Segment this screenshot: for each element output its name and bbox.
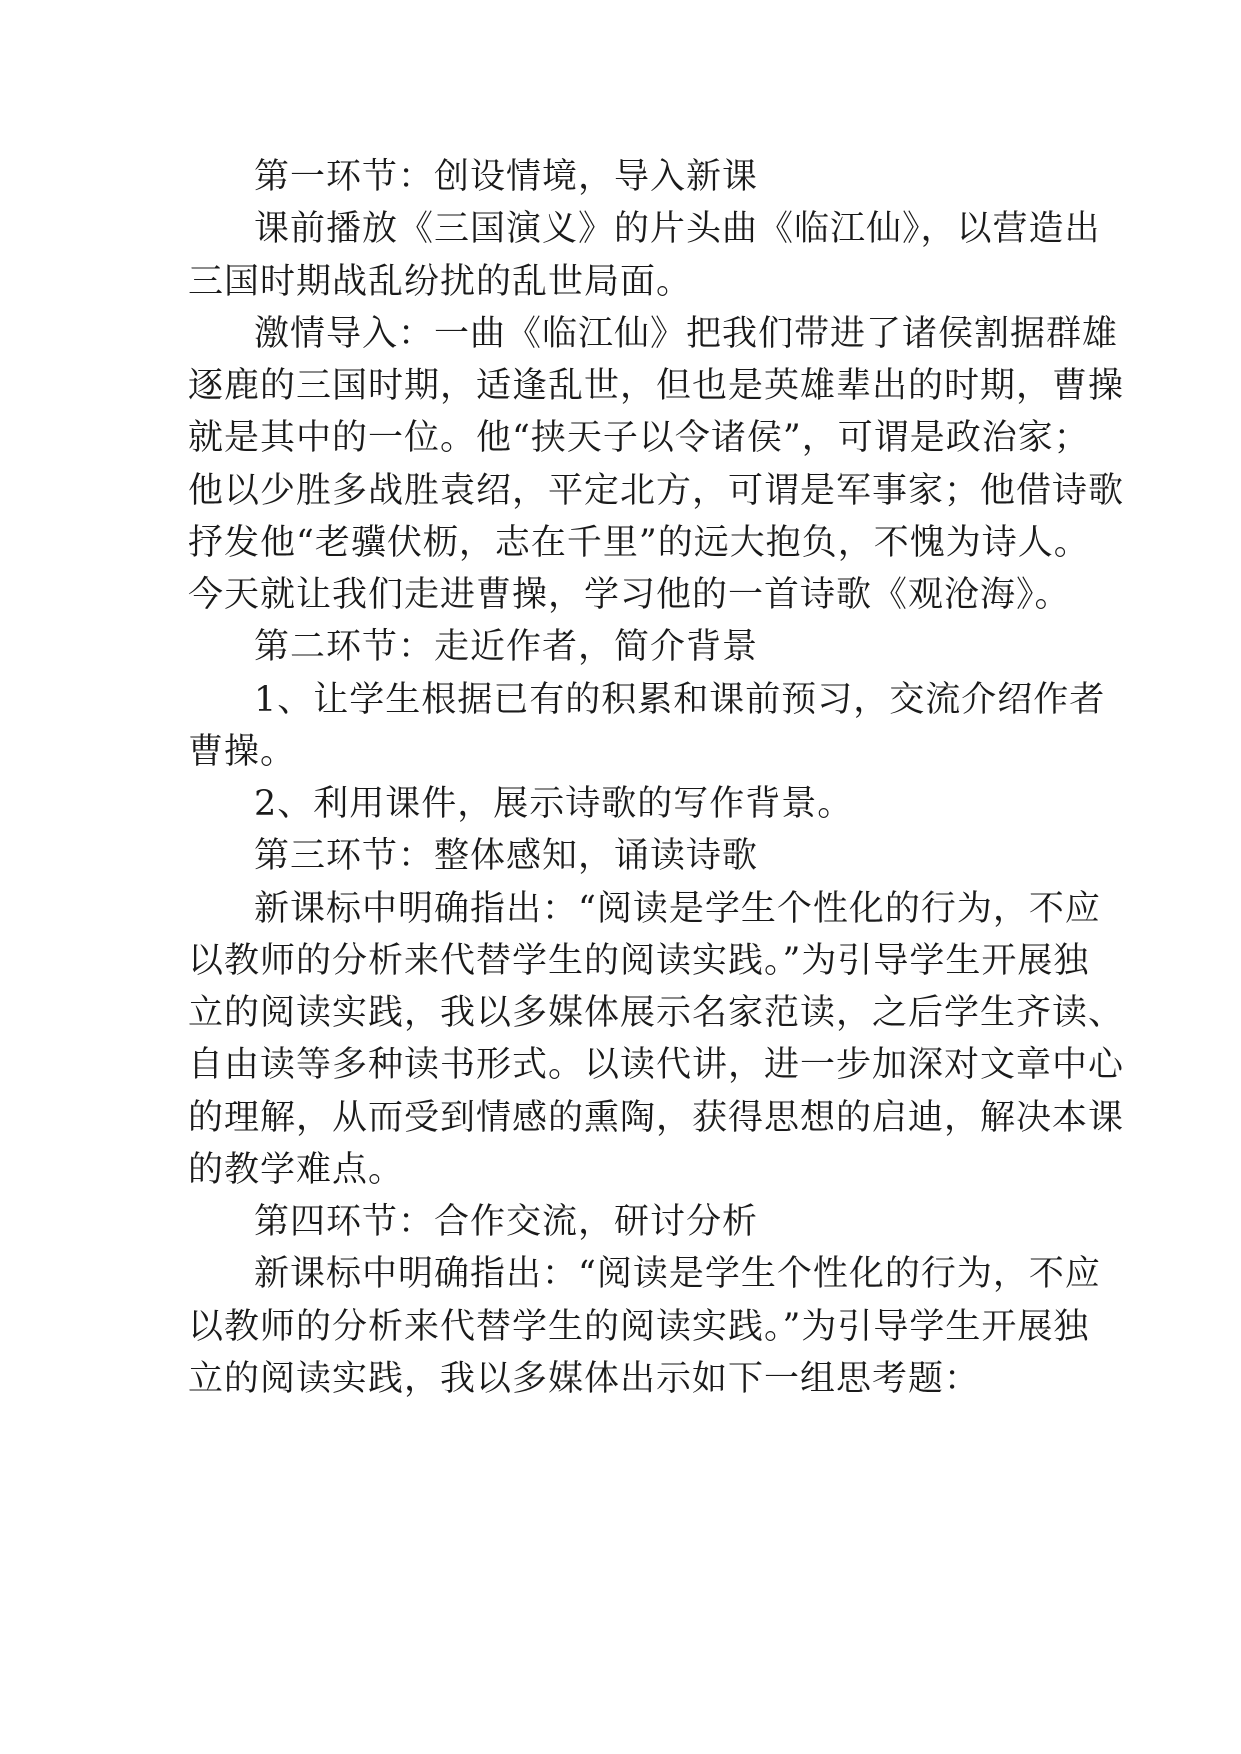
paragraph-line: 逐鹿的三国时期，适逢乱世，但也是英雄辈出的时期，曹操 xyxy=(188,366,1125,406)
section-heading-2: 第二环节：走近作者，简介背景 xyxy=(254,627,759,667)
paragraph-line: 课前播放《三国演义》的片头曲《临江仙》，以营造出 xyxy=(254,209,1101,249)
paragraph-line: 1、让学生根据已有的积累和课前预习，交流介绍作者 xyxy=(254,680,1106,720)
section-heading-4: 第四环节：合作交流，研讨分析 xyxy=(254,1202,759,1242)
section-heading-1: 第一环节：创设情境，导入新课 xyxy=(254,157,759,197)
paragraph-line: 激情导入：一曲《临江仙》把我们带进了诸侯割据群雄 xyxy=(254,314,1119,354)
paragraph-line: 的教学难点。 xyxy=(188,1150,405,1190)
paragraph-line: 三国时期战乱纷扰的乱世局面。 xyxy=(188,262,693,302)
paragraph-line: 他以少胜多战胜袁绍，平定北方，可谓是军事家；他借诗歌 xyxy=(188,471,1125,511)
paragraph-line: 新课标中明确指出：“阅读是学生个性化的行为，不应 xyxy=(254,1254,1101,1294)
paragraph-line: 今天就让我们走进曹操，学习他的一首诗歌《观沧海》。 xyxy=(188,575,1071,615)
paragraph-line: 曹操。 xyxy=(188,732,297,772)
paragraph-line: 以教师的分析来代替学生的阅读实践。”为引导学生开展独 xyxy=(188,1307,1090,1347)
paragraph-line: 抒发他“老骥伏枥，志在千里”的远大抱负，不愧为诗人。 xyxy=(188,523,1090,563)
paragraph-line: 新课标中明确指出：“阅读是学生个性化的行为，不应 xyxy=(254,889,1101,929)
paragraph-line: 以教师的分析来代替学生的阅读实践。”为引导学生开展独 xyxy=(188,941,1090,981)
paragraph-line: 立的阅读实践，我以多媒体展示名家范读，之后学生齐读、 xyxy=(188,993,1125,1033)
section-heading-3: 第三环节：整体感知，诵读诗歌 xyxy=(254,836,759,876)
paragraph-line: 立的阅读实践，我以多媒体出示如下一组思考题： xyxy=(188,1359,981,1399)
paragraph-line: 自由读等多种读书形式。以读代讲，进一步加深对文章中心 xyxy=(188,1045,1125,1085)
paragraph-line: 就是其中的一位。他“挟天子以令诸侯”，可谓是政治家； xyxy=(188,418,1090,458)
paragraph-line: 2、利用课件，展示诗歌的写作背景。 xyxy=(254,784,854,824)
paragraph-line: 的理解，从而受到情感的熏陶，获得思想的启迪，解决本课 xyxy=(188,1098,1125,1138)
